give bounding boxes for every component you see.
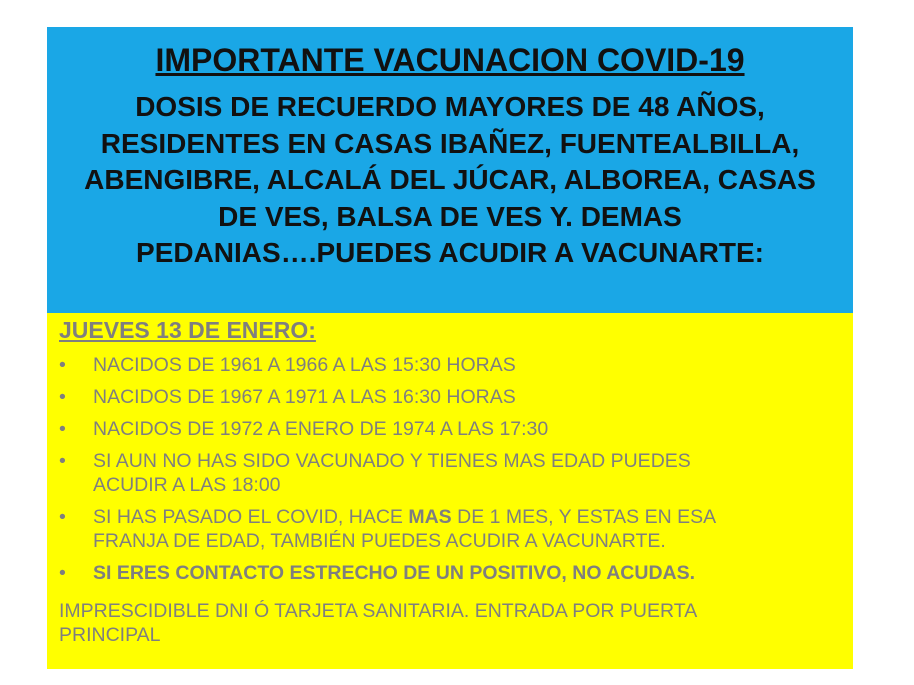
list-item xyxy=(59,505,839,553)
schedule-panel xyxy=(47,313,853,669)
bullet-icon: • xyxy=(59,450,66,472)
item-text xyxy=(93,505,839,529)
item-text-emphasis: MAS xyxy=(408,506,452,528)
schedule-list xyxy=(59,353,839,593)
schedule-date: JUEVES 13 DE ENERO: xyxy=(59,317,316,343)
subtitle-line: PEDANIAS….PUEDES ACUDIR A VACUNARTE: xyxy=(136,237,764,268)
bullet-icon: • xyxy=(59,418,66,440)
item-text: ACUDIR A LAS 18:00 xyxy=(93,474,281,496)
list-item xyxy=(59,417,839,441)
item-text-part: SI HAS PASADO EL COVID, HACE xyxy=(93,506,409,528)
footer-line: PRINCIPAL xyxy=(59,624,161,646)
bullet-icon: • xyxy=(59,386,66,408)
notice-title: IMPORTANTE VACUNACION COVID-19 xyxy=(155,42,745,78)
subtitle-line: RESIDENTES EN CASAS IBAÑEZ, FUENTEALBILLA, xyxy=(100,127,800,159)
bullet-icon: • xyxy=(59,354,66,376)
list-item xyxy=(59,353,839,377)
item-text: NACIDOS DE 1972 A ENERO DE 1974 A LAS 17:30 xyxy=(93,418,549,440)
header-banner xyxy=(47,27,853,313)
list-item xyxy=(59,385,839,409)
subtitle-line: DE VES, BALSA DE VES Y. DEMAS xyxy=(218,200,682,232)
subtitle-line: DOSIS DE RECUERDO MAYORES DE 48 AÑOS, xyxy=(135,91,765,122)
item-text-warning: SI ERES CONTACTO ESTRECHO DE UN POSITIVO, NO ACUDAS. xyxy=(93,562,696,584)
bullet-icon: • xyxy=(59,562,66,584)
item-text: NACIDOS DE 1967 A 1971 A LAS 16:30 HORAS xyxy=(93,386,516,408)
list-item xyxy=(59,449,839,497)
footer-line: IMPRESCIDIBLE DNI Ó TARJETA SANITARIA. ENTRADA POR PUERTA xyxy=(59,600,698,622)
item-text-part: DE 1 MES, Y ESTAS EN ESA xyxy=(451,506,717,528)
item-text: FRANJA DE EDAD, TAMBIÉN PUEDES ACUDIR A VACUNARTE. xyxy=(93,530,666,552)
item-text: NACIDOS DE 1961 A 1966 A LAS 15:30 HORAS xyxy=(93,354,516,376)
list-item xyxy=(59,561,839,585)
subtitle-line: ABENGIBRE, ALCALÁ DEL JÚCAR, ALBOREA, CASAS xyxy=(84,164,816,195)
footer-note xyxy=(59,599,839,647)
item-text: SI AUN NO HAS SIDO VACUNADO Y TIENES MAS EDAD PUEDES xyxy=(93,450,691,472)
bullet-icon: • xyxy=(59,506,66,528)
notice-subtitle xyxy=(47,89,853,272)
